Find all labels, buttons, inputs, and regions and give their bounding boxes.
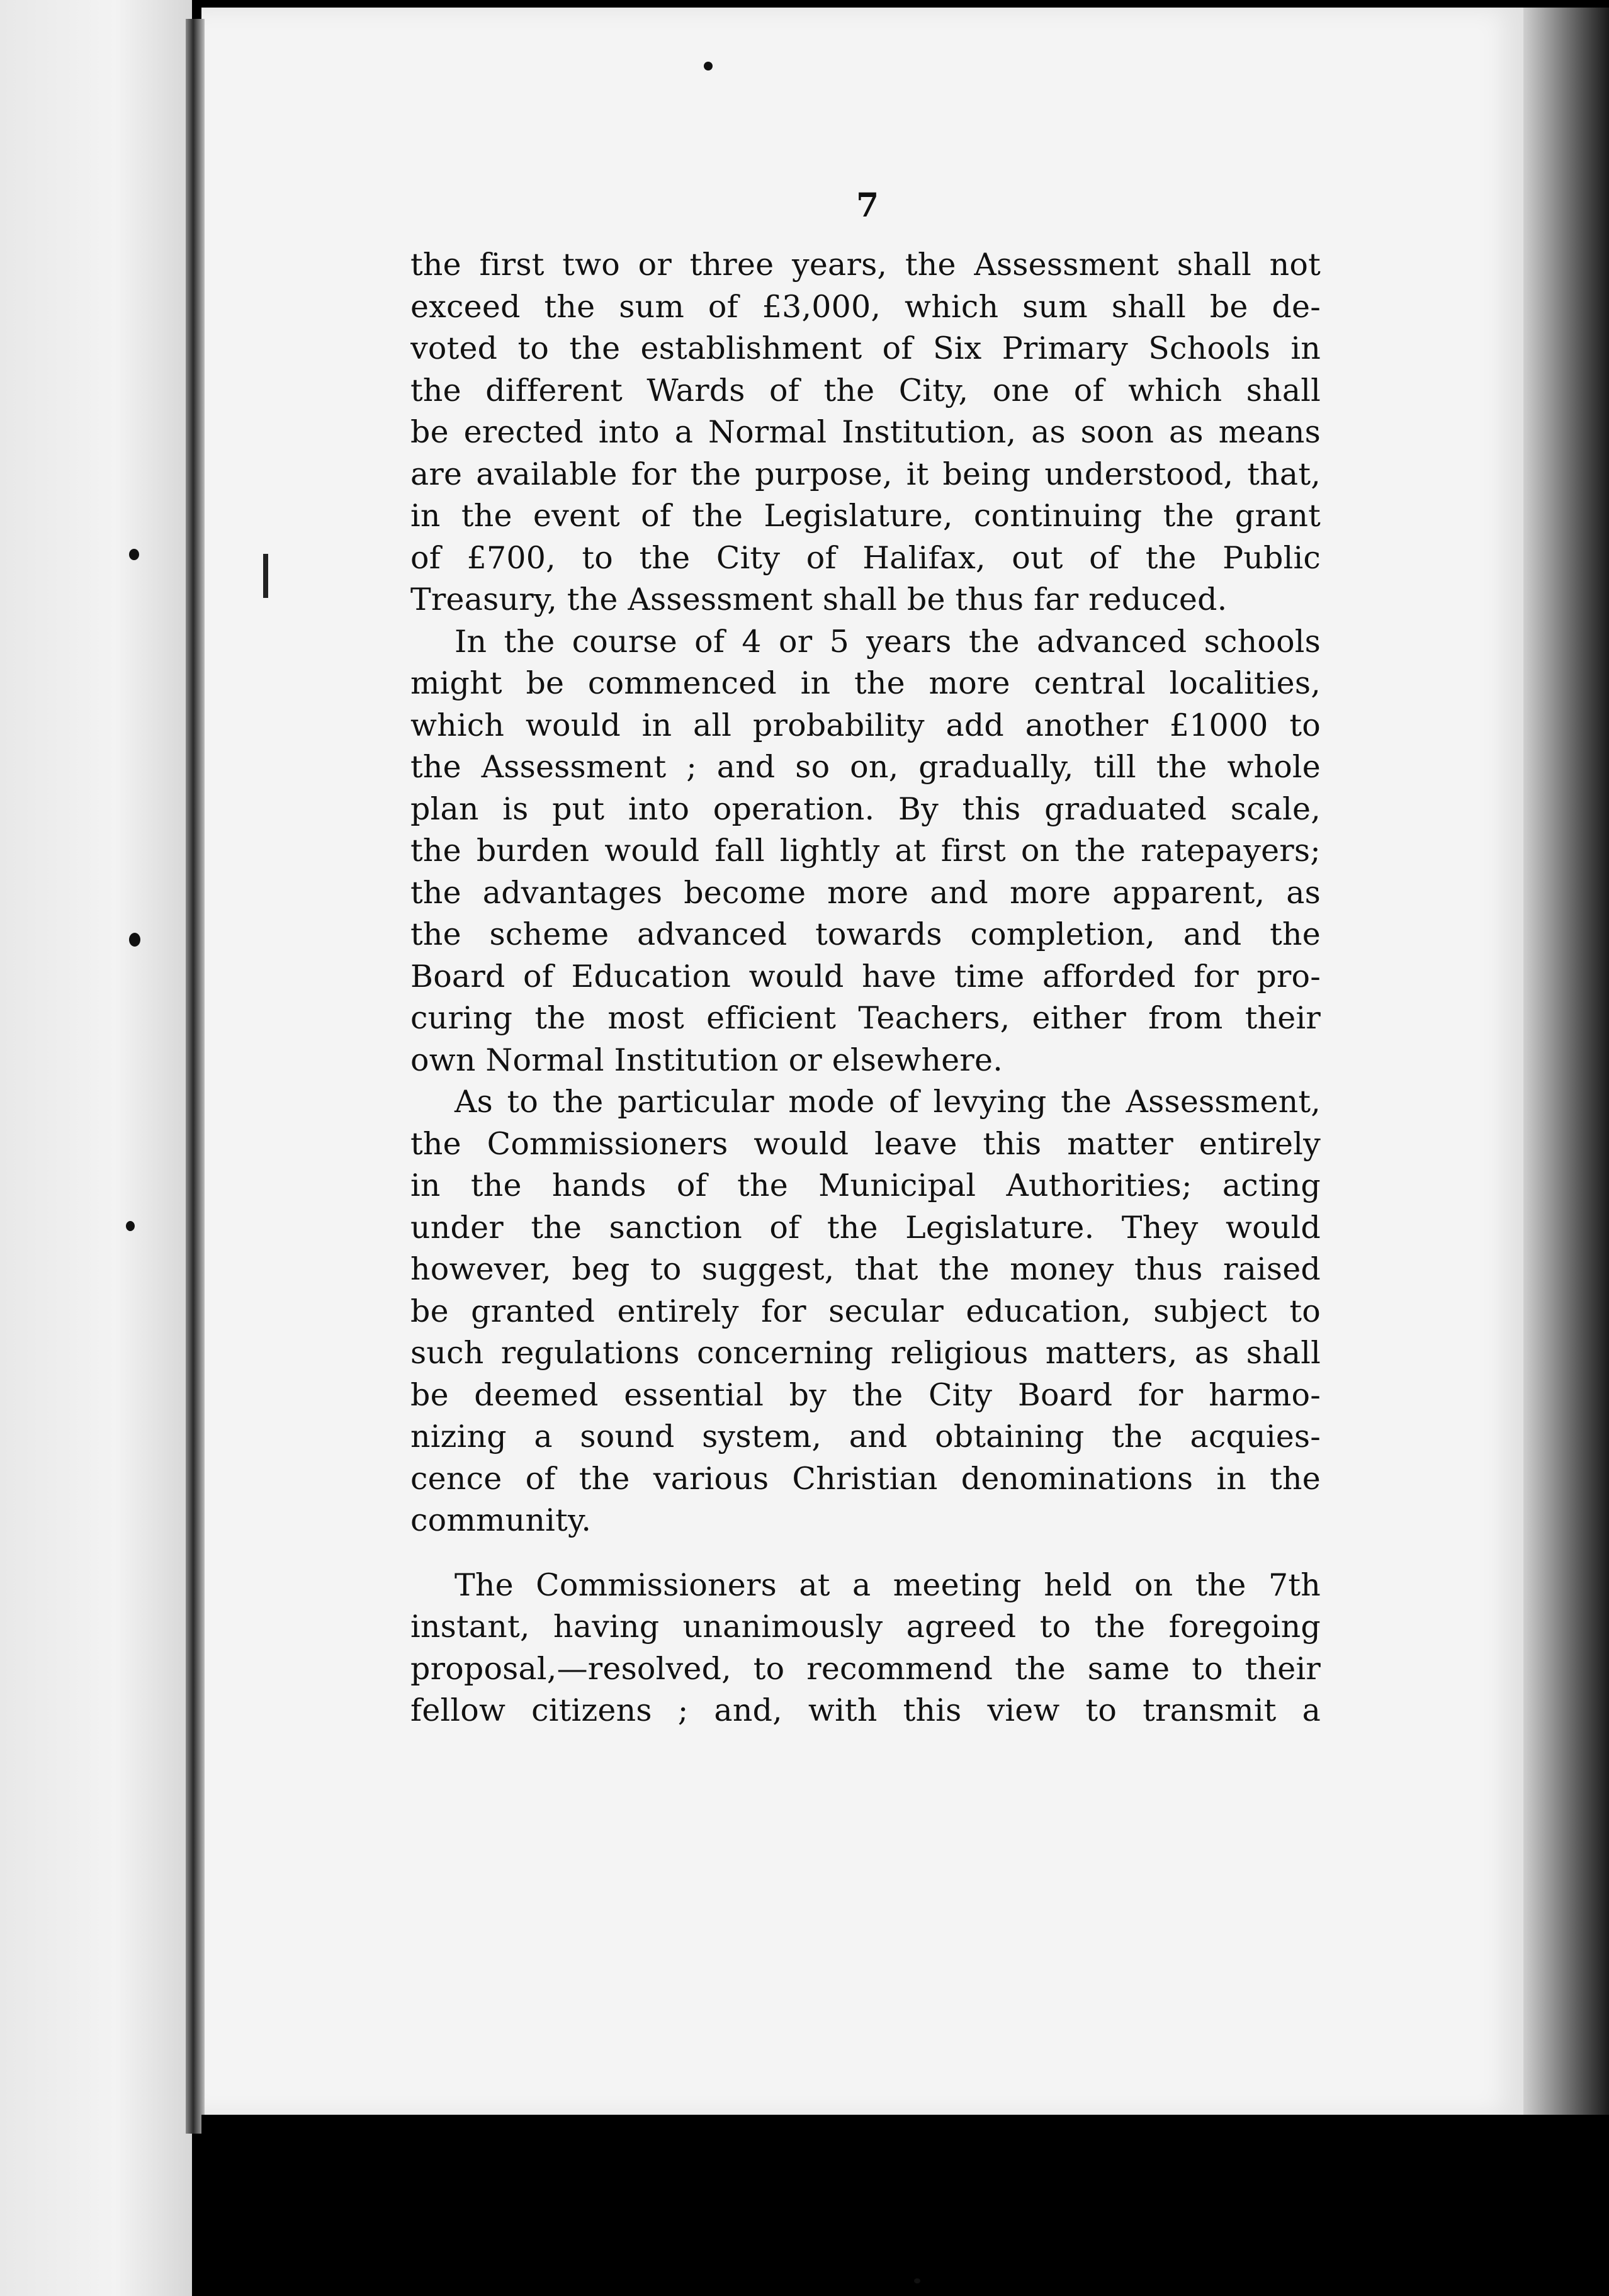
- body-text: [410, 244, 1321, 1732]
- text-line: cence of the various Christian denominations in the: [410, 1460, 1321, 1497]
- text-line: be erected into a Normal Institution, as soon as means: [410, 414, 1321, 450]
- text-line: the burden would fall lightly at first on the ratepayers;: [410, 833, 1321, 869]
- text-line: be deemed essential by the City Board for harmo-: [410, 1376, 1321, 1413]
- text-line: proposal,—resolved, to recommend the same to their: [410, 1650, 1321, 1687]
- text-line: exceed the sum of £3,000, which sum shall be de-: [410, 288, 1321, 325]
- text-line: fellow citizens ; and, with this view to transmit a: [410, 1692, 1321, 1728]
- text-line: curing the most efficient Teachers, either from their: [410, 1000, 1321, 1036]
- paragraph: [410, 1081, 1321, 1542]
- text-line: plan is put into operation. By this graduated scale,: [410, 791, 1321, 827]
- text-line: the advantages become more and more apparent, as: [410, 874, 1321, 911]
- text-line: the Commissioners would leave this matter entirely: [410, 1125, 1321, 1162]
- paragraph: [410, 621, 1321, 1082]
- paragraph-spacer: [410, 1542, 1321, 1565]
- text-line: in the hands of the Municipal Authorities; acting: [410, 1168, 1321, 1203]
- text-line: the different Wards of the City, one of which shall: [410, 372, 1321, 408]
- page-edge-shadow: [1523, 8, 1609, 2116]
- margin-speck: [129, 549, 139, 560]
- text-line: under the sanction of the Legislature. They would: [410, 1209, 1321, 1246]
- text-line: which would in all probability add another £1000 to: [410, 707, 1321, 743]
- scan-bottom-margin: [201, 2115, 1609, 2296]
- text-line: As to the particular mode of levying the Assessment,: [454, 1084, 1321, 1120]
- text-line: community.: [410, 1502, 592, 1538]
- text-line: the scheme advanced towards completion, and the: [410, 916, 1321, 952]
- binding-thread: [263, 554, 268, 598]
- text-line: own Normal Institution or elsewhere.: [410, 1042, 1003, 1078]
- text-line: instant, having unanimously agreed to the foregoing: [410, 1609, 1321, 1645]
- text-line: The Commissioners at a meeting held on the 7th: [454, 1567, 1321, 1603]
- facing-page-edge: [0, 0, 192, 2296]
- text-line: however, beg to suggest, that the money thus raised: [410, 1251, 1321, 1287]
- page-speck: [914, 2278, 920, 2283]
- text-line: Treasury, the Assessment shall be thus far reduced.: [410, 582, 1228, 617]
- text-line: the Assessment ; and so on, gradually, till the whole: [410, 749, 1321, 785]
- text-line: such regulations concerning religious matters, as shall: [410, 1335, 1321, 1371]
- page-number: 7: [856, 186, 879, 225]
- text-line: might be commenced in the more central localities,: [410, 665, 1321, 701]
- page-speck: [704, 62, 713, 70]
- text-line: the first two or three years, the Assessment shall not: [410, 247, 1321, 283]
- text-line: voted to the establishment of Six Primary Schools in: [410, 330, 1321, 366]
- margin-speck: [129, 933, 140, 947]
- text-line: Board of Education would have time afforded for pro-: [410, 958, 1321, 994]
- text-line: In the course of 4 or 5 years the advanced schools: [454, 623, 1321, 660]
- book-binding: [186, 19, 205, 2134]
- text-line: be granted entirely for secular education, subject to: [410, 1293, 1321, 1329]
- margin-speck: [126, 1221, 135, 1231]
- paragraph: [410, 1565, 1321, 1732]
- text-line: nizing a sound system, and obtaining the acquies-: [410, 1419, 1321, 1455]
- text-line: in the event of the Legislature, continuing the grant: [410, 498, 1321, 534]
- paragraph: [410, 244, 1321, 621]
- text-line: are available for the purpose, it being understood, that,: [410, 456, 1321, 492]
- text-line: of £700, to the City of Halifax, out of the Public: [410, 539, 1321, 576]
